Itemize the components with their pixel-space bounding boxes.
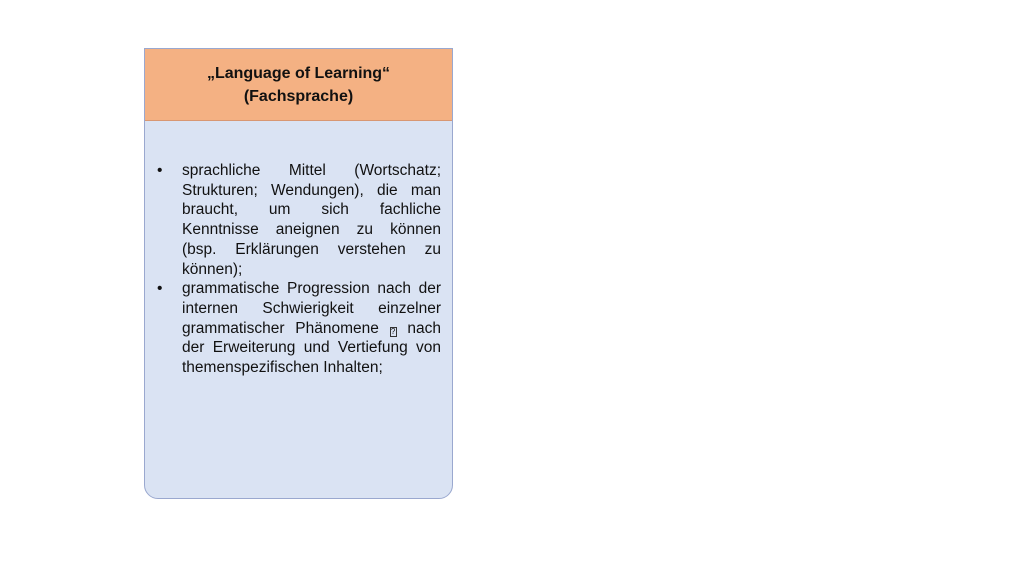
bullet-item-2	[157, 279, 441, 378]
bullet-item-2-text-after: nach der Erweiterung und Vertiefung von themenspezifischen Inhalten;	[182, 319, 442, 377]
card-title-line-1: „Language of Learning“	[206, 64, 391, 82]
bullet-item-2-text-before: grammatische Progression nach der internen Schwierigkeit einzelner grammatischer Phänomene	[182, 280, 441, 337]
card-body	[157, 161, 441, 378]
card-title-line-2: (Fachsprache)	[243, 87, 354, 105]
bullet-item-1-text: sprachliche Mittel (Wortschatz; Strukturen; Wendungen), die man braucht, um sich fachliche Kenntnisse aneignen zu können (bsp. Erklärungen verstehen zu können);	[182, 162, 441, 278]
bullet-item-1	[157, 161, 441, 279]
bullet-icon: •	[157, 280, 163, 298]
bullet-icon: •	[157, 162, 163, 179]
card-header	[145, 49, 452, 121]
bullet-list	[157, 161, 441, 378]
missing-glyph-icon: ?	[390, 326, 396, 336]
language-of-learning-card	[144, 48, 453, 499]
